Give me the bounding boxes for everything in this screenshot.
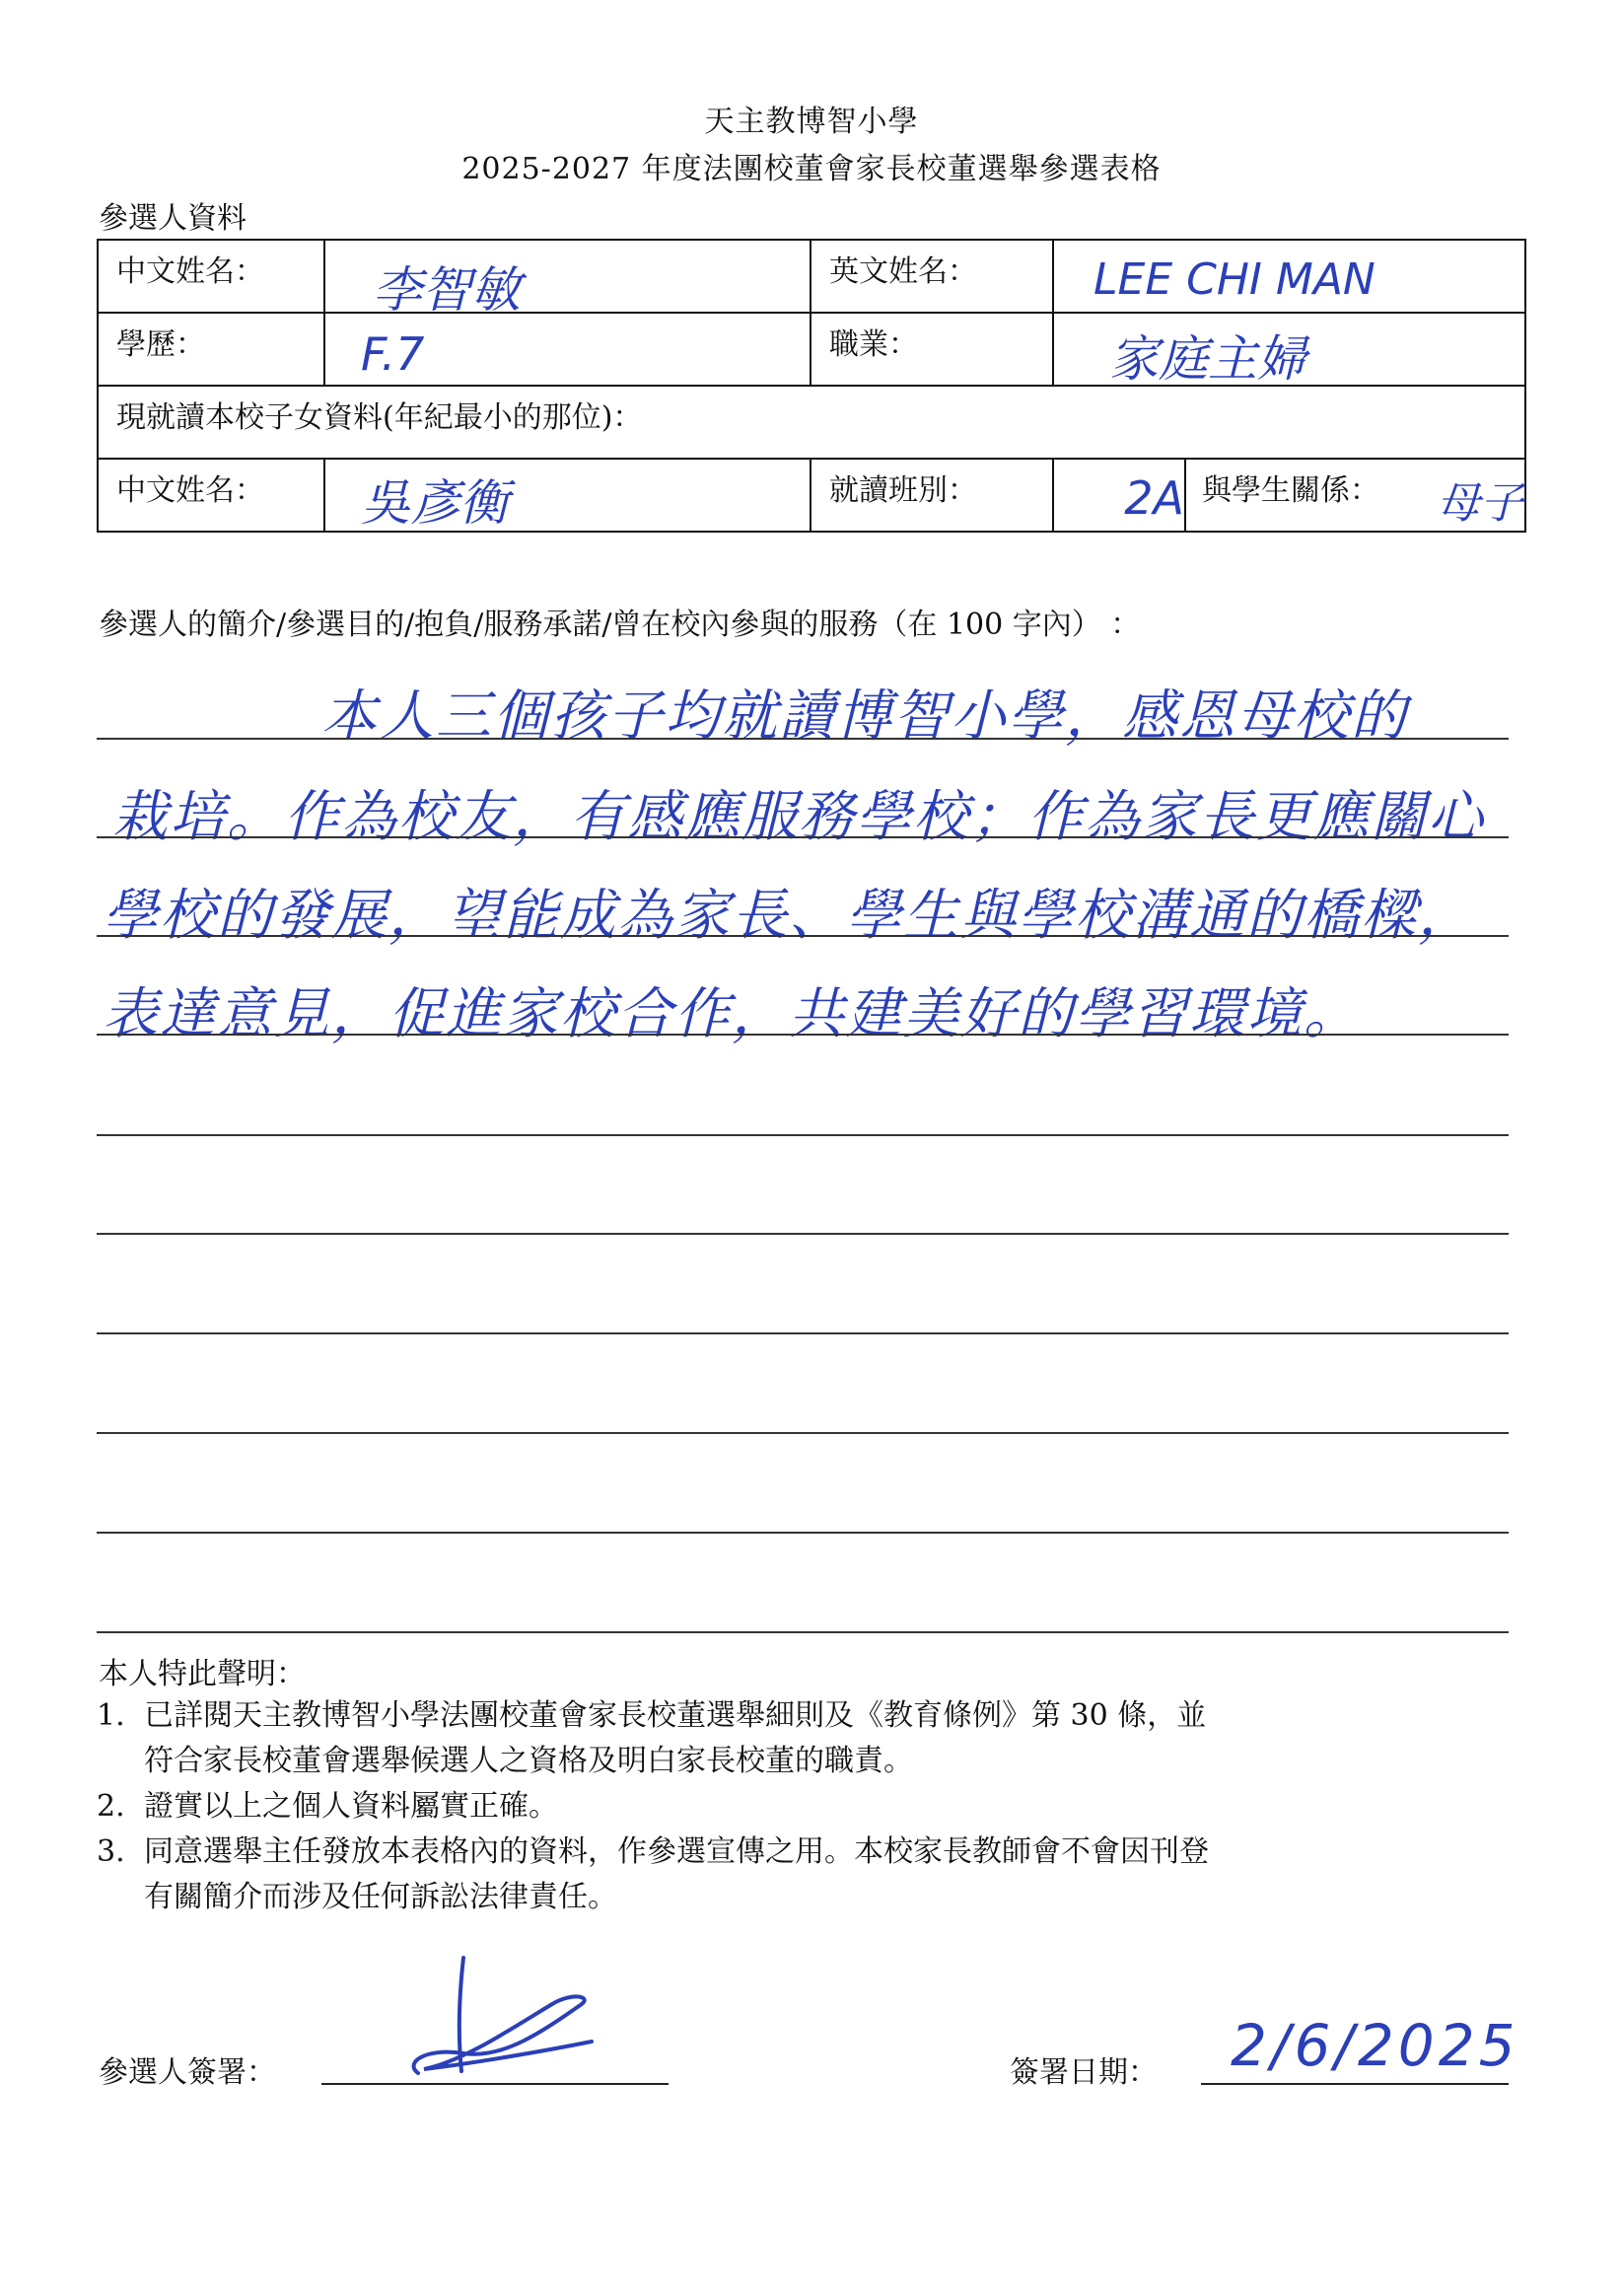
declaration-item-1-line-1: 已詳閱天主教博智小學法團校董會家長校董選舉細則及《教育條例》第 30 條，並: [144, 1698, 1207, 1733]
child-name-label: 中文姓名：: [116, 473, 264, 508]
relation-label: 與學生關係：: [1202, 473, 1379, 508]
candidate-section-heading: 參選人資料: [99, 201, 247, 236]
ruled-line-2: [97, 836, 1509, 838]
ruled-line-10: [97, 1631, 1509, 1633]
child-info-row: [98, 386, 1525, 459]
statement-heading: 參選人的簡介/參選目的/抱負/服務承諾/曾在校內參與的服務（在 100 字內） ：: [99, 608, 1141, 642]
declaration-item-2: [97, 1784, 1546, 1830]
declaration-item-3: [97, 1830, 1546, 1920]
english-name-value: LEE CHI MAN: [1094, 254, 1376, 305]
statement-line-4: 表達意見，促進家校合作，共建美好的學習環境。: [103, 982, 1361, 1046]
declaration-item-3-number: 3.: [97, 1834, 125, 1869]
chinese-name-value: 李智敏: [373, 261, 521, 319]
child-info-label: 現就讀本校子女資料(年紀最小的那位)：: [116, 400, 643, 435]
child-name-label-cell: [98, 459, 324, 532]
ruled-line-9: [97, 1532, 1509, 1534]
school-name: 天主教博智小學: [704, 105, 919, 139]
signature-mark[interactable]: [394, 1953, 611, 2091]
education-value: F.7: [361, 327, 425, 381]
ruled-line-7: [97, 1332, 1509, 1334]
ruled-line-4: [97, 1034, 1509, 1036]
ruled-line-3: [97, 935, 1509, 937]
declaration-item-1-number: 1.: [97, 1698, 125, 1733]
declaration-list: [97, 1693, 1546, 1920]
occupation-field[interactable]: [1053, 313, 1525, 386]
declaration-item-2-line-1: 證實以上之個人資料屬實正確。: [144, 1789, 558, 1824]
date-label: 簽署日期：: [1010, 2055, 1158, 2090]
occupation-label-cell: [811, 313, 1053, 386]
class-relation-divider: [1184, 458, 1186, 531]
class-label-cell: [811, 459, 1053, 532]
chinese-name-label: 中文姓名：: [116, 254, 264, 289]
statement-line-3: 學校的發展，望能成為家長、學生與學校溝通的橋樑，: [103, 884, 1475, 948]
education-label: 學歷：: [116, 327, 205, 362]
form-title: 2025-2027 年度法團校董會家長校董選舉參選表格: [461, 152, 1162, 186]
english-name-field[interactable]: [1053, 240, 1525, 313]
declaration-item-2-number: 2.: [97, 1789, 125, 1824]
declaration-item-1: [97, 1693, 1546, 1784]
declaration-heading: 本人特此聲明：: [99, 1657, 306, 1691]
english-name-label: 英文姓名：: [829, 254, 977, 289]
child-name-value: 吳彥衡: [361, 474, 509, 532]
class-label: 就讀班別：: [829, 473, 977, 508]
child-name-field[interactable]: [324, 459, 811, 532]
statement-line-2: 栽培。作為校友，有感應服務學校；作為家長更應關心: [112, 785, 1485, 849]
ruled-line-5: [97, 1134, 1509, 1136]
class-value: 2A: [1124, 471, 1184, 525]
chinese-name-label-cell: [98, 240, 324, 313]
relation-value: 母子: [1437, 478, 1523, 529]
class-relation-field[interactable]: [1053, 459, 1525, 532]
ruled-line-8: [97, 1432, 1509, 1434]
signature-label: 參選人簽署：: [99, 2055, 276, 2090]
declaration-item-3-line-1: 同意選舉主任發放本表格內的資料，作參選宣傳之用。本校家長教師會不會因刊登: [144, 1834, 1209, 1869]
occupation-value: 家庭主婦: [1109, 330, 1306, 388]
ruled-line-6: [97, 1233, 1509, 1235]
ruled-line-1: [97, 738, 1509, 740]
declaration-item-1-line-2: 符合家長校董會選舉候選人之資格及明白家長校董的職責。: [144, 1744, 913, 1778]
education-label-cell: [98, 313, 324, 386]
date-value[interactable]: 2/6/2025: [1231, 2012, 1519, 2079]
occupation-label: 職業：: [829, 327, 918, 362]
education-field[interactable]: [324, 313, 811, 386]
declaration-item-3-line-2: 有關簡介而涉及任何訴訟法律責任。: [144, 1880, 617, 1914]
candidate-info-table: [97, 239, 1526, 533]
chinese-name-field[interactable]: [324, 240, 811, 319]
statement-line-1: 本人三個孩子均就讀博智小學，感恩母校的: [321, 684, 1408, 749]
english-name-label-cell: [811, 240, 1053, 313]
date-line: [1201, 2083, 1509, 2085]
